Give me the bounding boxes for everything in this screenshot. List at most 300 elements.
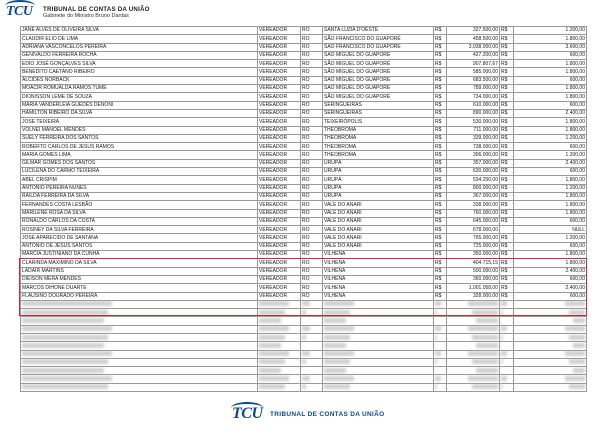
cell-amount-2: 1.800,00 [514, 85, 587, 93]
redacted-row [21, 375, 587, 383]
cell-state: RO [301, 251, 323, 259]
cell-municipality: SÃO FRANCISCO DO GUAPORÉ [323, 35, 434, 43]
cell-amount-2: 2.400,00 [514, 159, 587, 167]
cell-municipality: SÃO MIGUEL DO GUAPORÉ [323, 68, 434, 76]
cell-currency-1: R$ [434, 275, 447, 283]
cell-amount-2: 1.200,00 [514, 234, 587, 242]
redacted-cell [514, 325, 587, 333]
cell-name: LUCILENA DO CARMO TEIXEIRA [21, 168, 258, 176]
logo-arc-icon [5, 0, 35, 12]
table-row [21, 118, 587, 126]
cell-currency-1: R$ [434, 101, 447, 109]
cell-currency-1: R$ [434, 184, 447, 192]
cell-amount-1: 3.038.000,00 [447, 43, 500, 51]
redacted-cell [21, 383, 258, 391]
redacted-cell [258, 342, 301, 350]
cell-state: RO [301, 234, 323, 242]
cell-currency-1: R$ [434, 43, 447, 51]
redacted-cell [500, 317, 514, 325]
footer-tcu-logo [232, 406, 263, 422]
cell-state: RO [301, 201, 323, 209]
cell-municipality: VILHENA [323, 251, 434, 259]
cell-municipality: VALE DO ANARI [323, 201, 434, 209]
cell-amount-1: 711.000,00 [447, 126, 500, 134]
table-row [21, 275, 587, 283]
cell-state: RO [301, 85, 323, 93]
redacted-cell [258, 325, 301, 333]
cell-state: RO [301, 226, 323, 234]
redacted-row [21, 367, 587, 375]
cell-state: RO [301, 35, 323, 43]
redacted-cell [323, 367, 434, 375]
redacted-cell [447, 325, 500, 333]
redacted-cell [500, 375, 514, 383]
redacted-cell [447, 358, 500, 366]
cell-state: RO [301, 217, 323, 225]
cell-municipality: SÃO MIGUEL DO GUAPORÉ [323, 93, 434, 101]
redacted-cell [514, 383, 587, 391]
cell-amount-2: 600,00 [514, 217, 587, 225]
cell-office: VEREADOR [258, 234, 301, 242]
cell-office: VEREADOR [258, 43, 301, 51]
cell-municipality: URUPÁ [323, 159, 434, 167]
cell-currency-1: R$ [434, 126, 447, 134]
cell-currency-2: R$ [500, 60, 514, 68]
table-row [21, 217, 587, 225]
cell-currency-2: R$ [500, 159, 514, 167]
cell-amount-1: 328.000,00 [447, 292, 500, 300]
cell-municipality: VILHENA [323, 284, 434, 292]
redacted-cell [500, 333, 514, 341]
cell-currency-1: R$ [434, 251, 447, 259]
cell-name: JOSE TEIXEIRA [21, 118, 258, 126]
redacted-cell [21, 342, 258, 350]
redacted-cell [258, 300, 301, 308]
redacted-cell [323, 383, 434, 391]
redacted-cell [434, 375, 447, 383]
cell-amount-1: 306.000,00 [447, 151, 500, 159]
cell-amount-1: 630.000,00 [447, 168, 500, 176]
table-row [21, 209, 587, 217]
cell-currency-1: R$ [434, 60, 447, 68]
cell-state: RO [301, 27, 323, 35]
cell-municipality: VALE DO ANARI [323, 226, 434, 234]
cell-currency-1: R$ [434, 76, 447, 84]
cell-state: RO [301, 51, 323, 59]
cell-name: MARIA VANDERLEIA GUEDES DENONI [21, 101, 258, 109]
cell-state: RO [301, 209, 323, 217]
cell-currency-2: R$ [500, 43, 514, 51]
cell-municipality: URUPÁ [323, 176, 434, 184]
redacted-cell [21, 367, 258, 375]
cell-state: RO [301, 176, 323, 184]
cell-currency-1: R$ [434, 51, 447, 59]
cell-state: RO [301, 76, 323, 84]
cell-state: RO [301, 134, 323, 142]
cell-office: VEREADOR [258, 68, 301, 76]
cell-amount-1: 734.000,00 [447, 93, 500, 101]
redacted-cell [447, 342, 500, 350]
cell-currency-1: R$ [434, 109, 447, 117]
table-row [21, 101, 587, 109]
redacted-cell [21, 300, 258, 308]
cell-name: DIEISON MERA MENDES [21, 275, 258, 283]
redacted-cell [500, 350, 514, 358]
redacted-cell [434, 333, 447, 341]
cell-name: ROBERTO CARLOS DE JESUS RAMOS [21, 143, 258, 151]
cell-currency-2: R$ [500, 234, 514, 242]
footer-logo-arc-icon [231, 402, 263, 414]
cell-currency-2: R$ [500, 267, 514, 275]
cell-state: RO [301, 192, 323, 200]
redacted-cell [434, 300, 447, 308]
cell-currency-2: R$ [500, 76, 514, 84]
cell-amount-2: 1.800,00 [514, 251, 587, 259]
cell-currency-2: R$ [500, 259, 514, 267]
redacted-cell [21, 333, 258, 341]
cell-name: GILMAR GOMES DOS SANTOS [21, 159, 258, 167]
redacted-row [21, 383, 587, 391]
cell-currency-1: R$ [434, 292, 447, 300]
cell-currency-2: R$ [500, 93, 514, 101]
cell-municipality: THEOBROMA [323, 134, 434, 142]
cell-amount-2: 1.200,00 [514, 134, 587, 142]
cell-state: RO [301, 93, 323, 101]
cell-state: RO [301, 184, 323, 192]
cell-amount-2: 600,00 [514, 76, 587, 84]
cell-amount-2: 1.800,00 [514, 176, 587, 184]
cell-amount-1: 678.000,00 [447, 226, 500, 234]
redacted-cell [500, 358, 514, 366]
cell-amount-2: 1.800,00 [514, 118, 587, 126]
redacted-cell [21, 350, 258, 358]
redacted-cell [447, 317, 500, 325]
cell-office: VEREADOR [258, 226, 301, 234]
redacted-cell [301, 300, 323, 308]
table-row [21, 35, 587, 43]
cell-amount-1: 1.001.058,00 [447, 284, 500, 292]
cell-amount-2: 1.800,00 [514, 126, 587, 134]
cell-amount-2: 600,00 [514, 101, 587, 109]
redacted-cell [434, 325, 447, 333]
redacted-cell [500, 309, 514, 317]
redacted-cell [258, 309, 301, 317]
cell-amount-2: 2.400,00 [514, 284, 587, 292]
org-subtitle: Gabinete do Ministro Bruno Dantas [43, 13, 129, 19]
cell-currency-2: R$ [500, 284, 514, 292]
redacted-cell [258, 333, 301, 341]
cell-amount-2: 3.600,00 [514, 43, 587, 51]
redacted-cell [434, 342, 447, 350]
cell-office: VEREADOR [258, 85, 301, 93]
cell-amount-2: 2.400,00 [514, 109, 587, 117]
table-row [21, 134, 587, 142]
tcu-logo [6, 4, 33, 20]
cell-municipality: THEOBROMA [323, 126, 434, 134]
cell-amount-2: 2.400,00 [514, 267, 587, 275]
cell-currency-2: R$ [500, 68, 514, 76]
cell-municipality: VILHENA [323, 259, 434, 267]
cell-amount-1: 683.500,00 [447, 76, 500, 84]
redacted-cell [323, 350, 434, 358]
redacted-cell [301, 325, 323, 333]
cell-municipality: VILHENA [323, 267, 434, 275]
cell-municipality: SÃO MIGUEL DO GUAPORÉ [323, 60, 434, 68]
cell-state: RO [301, 118, 323, 126]
cell-amount-2: 1.800,00 [514, 60, 587, 68]
redacted-cell [447, 333, 500, 341]
cell-currency-2: R$ [500, 151, 514, 159]
redacted-cell [258, 358, 301, 366]
cell-currency-1: R$ [434, 209, 447, 217]
cell-currency-2: R$ [500, 251, 514, 259]
cell-amount-1: 800.000,00 [447, 184, 500, 192]
cell-office: VEREADOR [258, 126, 301, 134]
redacted-cell [21, 325, 258, 333]
cell-office: VEREADOR [258, 159, 301, 167]
cell-currency-1: R$ [434, 27, 447, 35]
cell-state: RO [301, 151, 323, 159]
cell-municipality: THEOBROMA [323, 151, 434, 159]
cell-amount-1: 530.000,00 [447, 118, 500, 126]
cell-office: VEREADOR [258, 134, 301, 142]
cell-currency-1: R$ [434, 234, 447, 242]
redacted-cell [301, 342, 323, 350]
redacted-cell [323, 325, 434, 333]
cell-name: RAILDA FERREIRA DA SILVA [21, 192, 258, 200]
cell-amount-1: 404.715,15 [447, 259, 500, 267]
redacted-cell [323, 333, 434, 341]
cell-name: MARIA GOMES LIMA [21, 151, 258, 159]
cell-amount-2: 1.800,00 [514, 209, 587, 217]
cell-amount-2: 600,00 [514, 242, 587, 250]
cell-currency-1: R$ [434, 93, 447, 101]
cell-currency-1: R$ [434, 35, 447, 43]
redacted-cell [500, 367, 514, 375]
cell-state: RO [301, 159, 323, 167]
cell-amount-1: 500.000,00 [447, 267, 500, 275]
cell-amount-1: 367.000,00 [447, 192, 500, 200]
redacted-cell [21, 309, 258, 317]
cell-municipality: VALE DO ANARI [323, 209, 434, 217]
cell-office: VEREADOR [258, 27, 301, 35]
redacted-cell [301, 367, 323, 375]
cell-amount-2: 600,00 [514, 168, 587, 176]
councilor-table [20, 26, 587, 392]
cell-municipality: URUPÁ [323, 192, 434, 200]
cell-office: VEREADOR [258, 51, 301, 59]
redacted-cell [447, 309, 500, 317]
redacted-cell [514, 317, 587, 325]
cell-municipality: VALE DO ANARI [323, 242, 434, 250]
cell-amount-1: 338.000,00 [447, 201, 500, 209]
org-name: TRIBUNAL DE CONTAS DA UNIÃO [43, 6, 150, 13]
table-row [21, 43, 587, 51]
redacted-row [21, 325, 587, 333]
cell-state: RO [301, 168, 323, 176]
cell-currency-2: R$ [500, 101, 514, 109]
cell-amount-2: 600,00 [514, 275, 587, 283]
redacted-cell [323, 317, 434, 325]
redacted-cell [301, 309, 323, 317]
cell-name: ANTONIO DE JESUS SANTOS [21, 242, 258, 250]
cell-currency-2: R$ [500, 85, 514, 93]
cell-municipality: URUPÁ [323, 168, 434, 176]
cell-currency-2: R$ [500, 176, 514, 184]
cell-name: JOSE APARECIDO DE SANTANA [21, 234, 258, 242]
table-row [21, 51, 587, 59]
table-row [21, 151, 587, 159]
redacted-cell [434, 383, 447, 391]
table-row [21, 226, 587, 234]
cell-office: VEREADOR [258, 118, 301, 126]
redacted-cell [514, 367, 587, 375]
table-body [21, 27, 587, 392]
cell-amount-2: 1.800,00 [514, 35, 587, 43]
cell-state: RO [301, 60, 323, 68]
redacted-cell [514, 375, 587, 383]
cell-municipality: SERINGUEIRAS [323, 101, 434, 109]
cell-currency-1: R$ [434, 267, 447, 275]
table-row [21, 201, 587, 209]
cell-currency-1: R$ [434, 226, 447, 234]
redacted-cell [500, 325, 514, 333]
cell-currency-2: R$ [500, 201, 514, 209]
redacted-cell [434, 358, 447, 366]
table-row [21, 176, 587, 184]
cell-amount-2: 1.200,00 [514, 27, 587, 35]
cell-municipality: SÃO MIGUEL DO GUAPORÉ [323, 51, 434, 59]
cell-state: RO [301, 259, 323, 267]
footer-logo-text: TCU [232, 405, 263, 422]
cell-amount-2: 600,00 [514, 292, 587, 300]
cell-office: VEREADOR [258, 192, 301, 200]
cell-currency-1: R$ [434, 168, 447, 176]
cell-office: VEREADOR [258, 251, 301, 259]
table-row [21, 251, 587, 259]
cell-name: DIONISSON LEME DE SOUZA [21, 93, 258, 101]
cell-currency-2: R$ [500, 51, 514, 59]
cell-amount-2: 1.800,00 [514, 93, 587, 101]
cell-amount-1: 585.000,00 [447, 68, 500, 76]
table-row [21, 159, 587, 167]
redacted-cell [500, 300, 514, 308]
cell-amount-1: 765.000,00 [447, 234, 500, 242]
cell-amount-1: 760.000,00 [447, 209, 500, 217]
redacted-cell [447, 367, 500, 375]
redacted-cell [258, 317, 301, 325]
cell-state: RO [301, 43, 323, 51]
cell-currency-1: R$ [434, 217, 447, 225]
cell-name: ALCIDES NORBACK [21, 76, 258, 84]
cell-state: RO [301, 284, 323, 292]
redacted-row [21, 309, 587, 317]
redacted-cell [500, 383, 514, 391]
cell-amount-2: 600,00 [514, 51, 587, 59]
cell-name: MARCIA JUSTINIANO DA CUNHA [21, 251, 258, 259]
cell-municipality: VALE DO ANARI [323, 234, 434, 242]
cell-office: VEREADOR [258, 259, 301, 267]
cell-office: VEREADOR [258, 109, 301, 117]
redacted-cell [434, 309, 447, 317]
cell-amount-1: 357.000,00 [447, 159, 500, 167]
cell-municipality: VILHENA [323, 275, 434, 283]
cell-currency-1: R$ [434, 242, 447, 250]
cell-municipality: URUPÁ [323, 184, 434, 192]
cell-office: VEREADOR [258, 284, 301, 292]
cell-name: JANE ALVES DE OLIVEIRA SILVA [21, 27, 258, 35]
redacted-cell [301, 375, 323, 383]
cell-state: RO [301, 109, 323, 117]
table-row [21, 126, 587, 134]
cell-currency-1: R$ [434, 176, 447, 184]
cell-office: VEREADOR [258, 143, 301, 151]
cell-office: VEREADOR [258, 292, 301, 300]
cell-currency-2: R$ [500, 27, 514, 35]
cell-currency-1: R$ [434, 259, 447, 267]
cell-currency-2: R$ [500, 192, 514, 200]
cell-amount-1: 738.000,00 [447, 143, 500, 151]
cell-name: VOLNEI MANOEL MENDES [21, 126, 258, 134]
cell-name: ABEL CRISPIM [21, 176, 258, 184]
cell-amount-1: 890.000,00 [447, 109, 500, 117]
cell-office: VEREADOR [258, 168, 301, 176]
table-row [21, 60, 587, 68]
cell-name: ANTONIO PEREIRA NUNES [21, 184, 258, 192]
cell-name: ADRIANA VASCONCELOS PEREIRA [21, 43, 258, 51]
table-row [21, 192, 587, 200]
cell-currency-2: R$ [500, 184, 514, 192]
cell-office: VEREADOR [258, 35, 301, 43]
cell-currency-1: R$ [434, 68, 447, 76]
cell-office: VEREADOR [258, 242, 301, 250]
cell-amount-2: NULL [514, 226, 587, 234]
cell-currency-1: R$ [434, 118, 447, 126]
cell-name: EDIO JOSÉ GONÇALVES SILVA [21, 60, 258, 68]
redacted-row [21, 317, 587, 325]
cell-amount-1: 458.500,00 [447, 35, 500, 43]
page-footer [0, 404, 600, 424]
cell-currency-1: R$ [434, 284, 447, 292]
cell-currency-2 [500, 226, 514, 234]
cell-amount-1: 327.500,00 [447, 27, 500, 35]
redacted-cell [301, 358, 323, 366]
cell-currency-2: R$ [500, 126, 514, 134]
cell-office: VEREADOR [258, 201, 301, 209]
cell-name: RONALDO CARLOS DA COSTA [21, 217, 258, 225]
redacted-cell [21, 317, 258, 325]
cell-municipality: SÃO FRANCISCO DO GUAPORÉ [323, 43, 434, 51]
cell-amount-1: 350.000,00 [447, 251, 500, 259]
cell-state: RO [301, 292, 323, 300]
cell-state: RO [301, 126, 323, 134]
cell-amount-1: 360.000,00 [447, 275, 500, 283]
redacted-cell [21, 375, 258, 383]
cell-state: RO [301, 68, 323, 76]
cell-name: GENIVALDO FERREIRA ROCHA [21, 51, 258, 59]
cell-state: RO [301, 242, 323, 250]
cell-municipality: SANTA LUZIA D'OESTE [323, 27, 434, 35]
cell-amount-1: 610.000,00 [447, 101, 500, 109]
redacted-cell [447, 350, 500, 358]
cell-office: VEREADOR [258, 60, 301, 68]
cell-amount-2: 1.800,00 [514, 192, 587, 200]
cell-municipality: SÃO MIGUEL DO GUAPORÉ [323, 76, 434, 84]
cell-currency-2: R$ [500, 134, 514, 142]
cell-office: VEREADOR [258, 209, 301, 217]
cell-currency-1: R$ [434, 143, 447, 151]
redacted-row [21, 358, 587, 366]
